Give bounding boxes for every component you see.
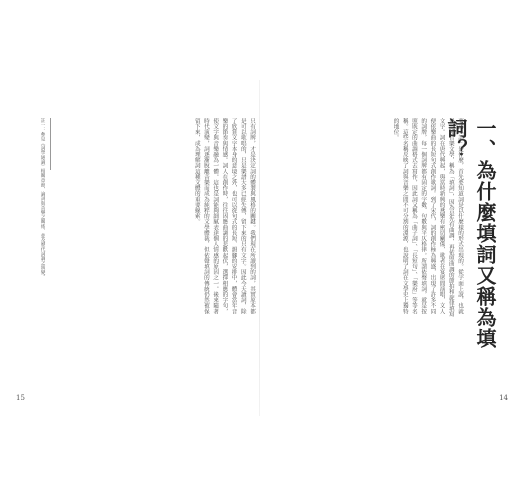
left-page-number: 15	[16, 394, 25, 402]
footnote-divider	[50, 118, 51, 170]
left-page-footnote: 註一：參見《詞學通論》相關章節，論詞與音樂之關係，並及歷代詞調之演變。	[40, 118, 45, 279]
right-page-number: 14	[499, 394, 508, 402]
book-gutter	[259, 80, 260, 416]
right-page	[262, 78, 512, 418]
left-page	[12, 78, 262, 418]
right-page-body-text: 要講「詞」是什麼，首先要知道詞是以什麼樣的形式出現的。從字面上說，也就是一種音樂文學，稱為「填詞」，因為是先有曲調，再依照曲調的節拍和旋律填寫文字。詞在唐代興起，與當時新興的燕樂有密切關係，歌者在宴席間演唱，文人便依樂曲的長短句式創作歌詞。到了宋代，詞的創作極為興盛，出現了許多不同的詞牌，每一個詞牌都有固定的字數、句數與平仄格律。所謂依聲填詞，就是按照既定的曲調格式去寫作，因此詞又稱為「曲子詞」、「長短句」、「樂府」等等名稱。這些名稱反映了詞與音樂之間不可分割的淵源，也說明了詞在文學史上獨特的地位。	[392, 118, 463, 317]
left-page-body-text: 只有詞牌，才是決定詞的體製與風格的關鍵。我們現在所讀到的詞，其實原本都是可以歌唱的，只是樂譜大多已經失傳，留下來的只有文字。因此今天讀詞，除了欣賞文字本身的意境之外，也可以從句式的長短、韻腳的安排中，體會當年音樂的節奏與情感。詞人在創作時，往往因應曲調的悲歡起伏，選擇相應的字句，使文字與音樂融為一體。這也是詞能夠細膩表達個人情感的原因之一。後來隨著時代演變，詞逐漸脫離音樂而成為純粹的文學體裁，但依聲填詞的傳統仍然被保留下來，成為理解詞這種文體的重要線索。	[193, 118, 255, 314]
chapter-title: 一、為什麼填詞又稱為填詞？	[444, 118, 497, 349]
